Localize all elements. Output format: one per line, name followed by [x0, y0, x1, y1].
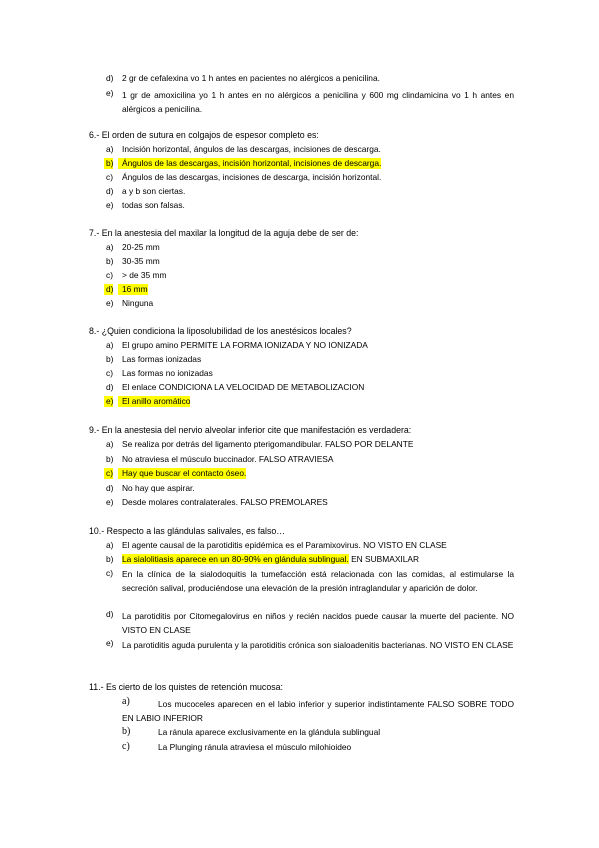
highlighted-text: La sialolitiasis aparece en un 80-90% en glándula sublingual.	[122, 554, 349, 564]
question-title: 11.- Es cierto de los quistes de retención mucosa:	[89, 682, 283, 692]
option-text: El enlace CONDICIONA LA VELOCIDAD DE METABOLIZACION	[122, 382, 365, 392]
option-text: 1 gr de amoxicilina yo 1 h antes en no alérgicos a penicilina y 600 mg clindamicina vo 1 h antes en alérgicos a penicilina.	[122, 90, 514, 114]
option-text	[122, 554, 419, 565]
option-letter: c)	[106, 468, 113, 478]
option-letter: d)	[106, 186, 114, 196]
option-letter: e)	[106, 298, 114, 308]
option-letter: c)	[106, 270, 113, 280]
option-text: a y b son ciertas.	[122, 186, 186, 196]
option-text: Las formas no ionizadas	[122, 368, 213, 378]
option-letter: b)	[106, 256, 114, 266]
option-letter: d)	[106, 284, 114, 294]
option-text-highlighted: Hay que buscar el contacto óseo.	[118, 468, 246, 479]
option-text: Ángulos de las descargas, incisiones de descarga, incisión horizontal.	[122, 172, 382, 182]
option-text: 2 gr de cefalexina vo 1 h antes en pacientes no alérgicos a penicilina.	[122, 73, 380, 83]
option-letter: a)	[106, 439, 114, 449]
option-text: todas son falsas.	[122, 200, 185, 210]
option-text: Desde molares contralaterales. FALSO PREMOLARES	[122, 497, 328, 507]
question-title: 6.- El orden de sutura en colgajos de espesor completo es:	[89, 130, 319, 140]
question-title: 10.- Respecto a las glándulas salivales, es falso…	[89, 526, 286, 536]
option-text: El agente causal de la parotiditis epidémica es el Paramixovirus. NO VISTO EN CLASE	[122, 540, 447, 550]
option-letter: e)	[106, 497, 114, 507]
option-text: En la clínica de la sialodoquitis la tumefacción está relacionada con las comidas, al estimularse la secreción salival, produciéndose una elevación de la presión intraglandular y aparición de dolor.	[122, 569, 514, 593]
option-letter: d)	[106, 483, 114, 493]
option-letter: e)	[106, 88, 114, 98]
option-text-highlighted: El anillo aromático	[118, 396, 190, 407]
option-text: 20-25 mm	[122, 242, 160, 252]
option-letter: b)	[106, 454, 114, 464]
option-text: Ninguna	[122, 298, 154, 308]
option-text: No atraviesa el músculo buccinador. FALSO ATRAVIESA	[122, 454, 334, 464]
option-letter: b)	[106, 354, 114, 364]
option-letter: b)	[122, 726, 131, 737]
option-letter: b)	[106, 554, 114, 564]
option-letter: a)	[106, 242, 114, 252]
option-letter: a)	[106, 340, 114, 350]
option-text: > de 35 mm	[122, 270, 167, 280]
option-letter: a)	[106, 144, 114, 154]
option-text: El grupo amino PERMITE LA FORMA IONIZADA Y NO IONIZADA	[122, 340, 368, 350]
option-letter: d)	[106, 382, 114, 392]
correction-note: EN SUBMAXILAR	[348, 554, 420, 564]
question-title: 7.- En la anestesia del maxilar la longitud de la aguja debe de ser de:	[89, 228, 359, 238]
option-text-highlighted: Ángulos de las descargas, incisión horizontal, incisiones de descarga.	[118, 158, 381, 169]
option-text: La ránula aparece exclusivamente en la glándula sublingual	[158, 727, 381, 737]
option-letter: d)	[106, 73, 114, 83]
option-letter: b)	[106, 158, 114, 168]
option-letter: a)	[106, 540, 114, 550]
option-text: La Plunging ránula atraviesa el músculo milohioideo	[158, 742, 352, 752]
option-text: Los mucoceles aparecen en el labio inferior y superior indistintamente FALSO SOBRE TODO EN LABIO INFERIOR	[122, 699, 514, 723]
option-text: La parotiditis aguda purulenta y la parotiditis crónica son sialoadenitis bacterianas. NO VISTO EN CLASE	[122, 640, 514, 650]
option-text: Se realiza por detrás del ligamento pterigomandibular. FALSO POR DELANTE	[122, 439, 414, 449]
option-letter: e)	[106, 200, 114, 210]
option-letter: c)	[122, 741, 130, 752]
option-text: Las formas ionizadas	[122, 354, 202, 364]
question-title: 8.- ¿Quien condiciona la liposolubilidad de los anestésicos locales?	[89, 326, 352, 336]
option-text: La parotiditis por Citomegalovirus en niños y recién nacidos puede causar la muerte del paciente. NO VISTO EN CLASE	[122, 611, 514, 635]
option-letter: d)	[106, 609, 114, 619]
option-text: No hay que aspirar.	[122, 483, 195, 493]
option-text: 30-35 mm	[122, 256, 160, 266]
question-title: 9.- En la anestesia del nervio alveolar inferior cite que manifestación es verdadera:	[89, 425, 412, 435]
option-letter: e)	[106, 638, 114, 648]
option-letter: e)	[106, 396, 114, 406]
option-letter: c)	[106, 172, 113, 182]
option-letter: c)	[106, 368, 113, 378]
option-text: Incisión horizontal, ángulos de las descargas, incisiones de descarga.	[122, 144, 381, 154]
option-text-highlighted: 16 mm	[118, 284, 148, 295]
option-letter: a)	[122, 696, 130, 707]
option-letter: c)	[106, 568, 113, 578]
